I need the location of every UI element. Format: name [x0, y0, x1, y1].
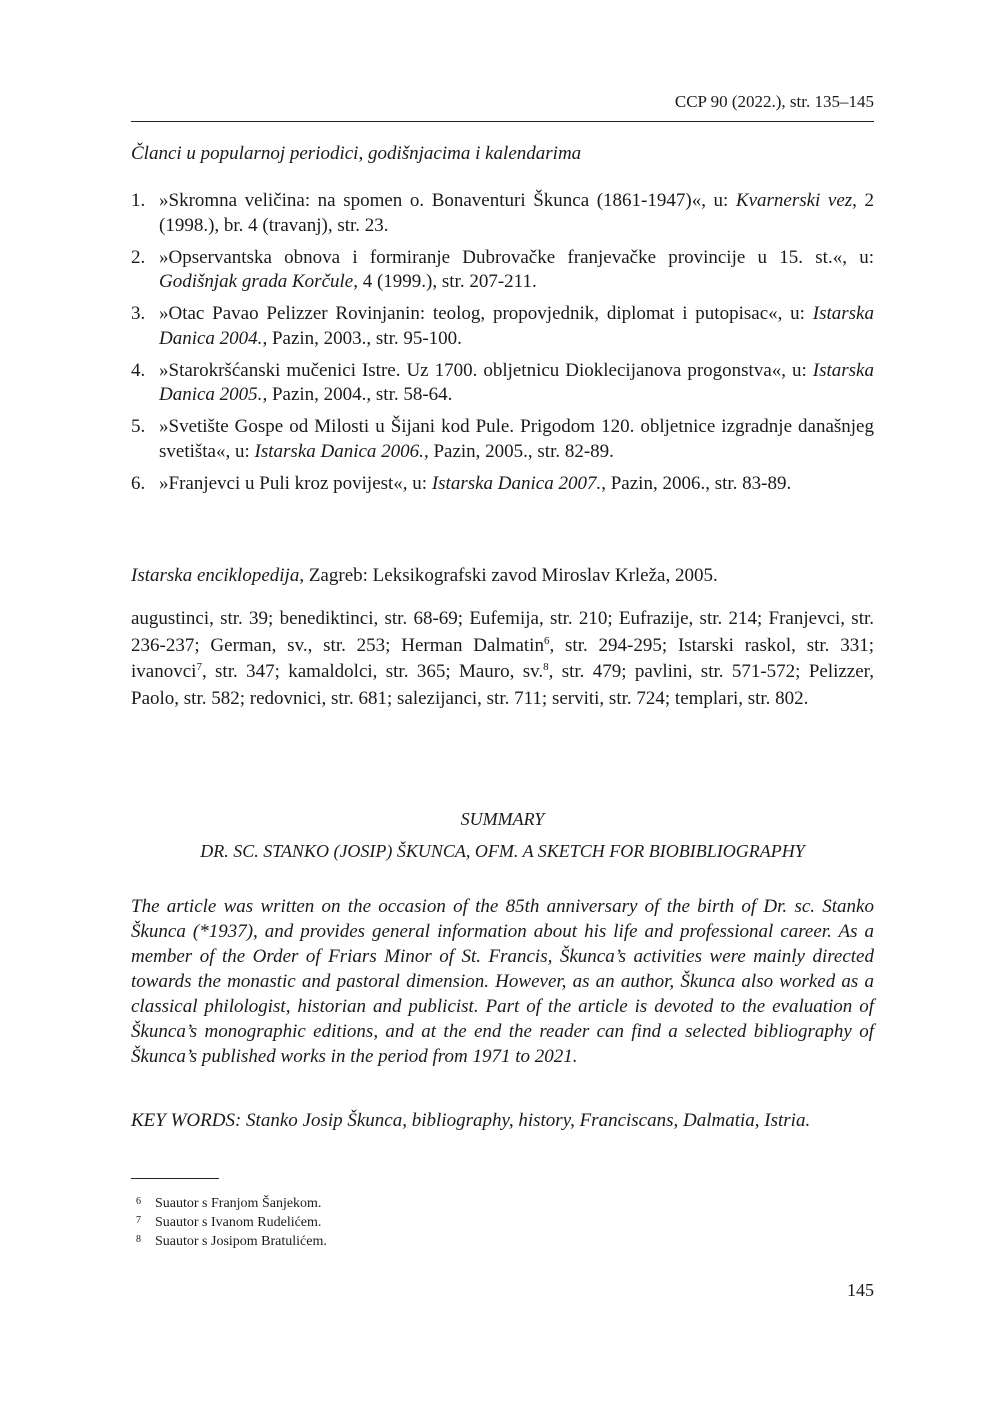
- item-number: 1.: [131, 190, 146, 211]
- entries-text-1: augustinci, str. 39; benediktinci, str. 68-69; Eufemija, str. 210; Eufrazije, str. 214; Franjevci, str. 236-237; German, sv., str. 253; Herman Dalmatin: [131, 608, 874, 656]
- footnote: [131, 1213, 327, 1232]
- item-number: 3.: [131, 303, 146, 324]
- entries-text-3: , str. 347; kamaldolci, str. 365; Mauro, sv.: [201, 661, 544, 682]
- header-rule: [131, 121, 874, 122]
- item-source: Istarska Danica 2004.: [159, 303, 874, 349]
- keywords: KEY WORDS: Stanko Josip Škunca, bibliography, history, Franciscans, Dalmatia, Istria.: [131, 1110, 811, 1131]
- item-details: , 4 (1999.), str. 207-211.: [353, 271, 537, 292]
- encyclopedia-title: [131, 565, 718, 587]
- footnote: [131, 1232, 327, 1251]
- running-head: CCP 90 (2022.), str. 135–145: [674, 92, 874, 111]
- item-number: 5.: [131, 416, 146, 437]
- document-page: [131, 0, 874, 1418]
- encyclopedia-name: Istarska enciklopedija: [131, 565, 300, 586]
- page-number: 145: [847, 1280, 874, 1300]
- footnote-number: 6: [136, 1196, 141, 1207]
- footnote-text: Suautor s Josipom Bratulićem.: [155, 1234, 327, 1249]
- footnotes: [131, 1194, 327, 1251]
- item-source: Kvarnerski vez: [735, 190, 853, 211]
- item-source: Istarska Danica 2006.: [254, 440, 424, 462]
- list-item: [131, 359, 874, 408]
- list-item: [131, 472, 874, 497]
- item-source: Godišnjak grada Korčule: [159, 271, 354, 292]
- section-title: Članci u popularnoj periodici, godišnjacima i kalendarima: [131, 143, 582, 164]
- list-item: [131, 189, 874, 238]
- footnote-text: Suautor s Franjom Šanjekom.: [155, 1196, 322, 1211]
- item-number: 4.: [131, 359, 146, 381]
- item-text: »Otac Pavao Pelizzer Rovinjanin: teolog, propovjednik, diplomat i putopisac«, u:: [159, 303, 813, 324]
- item-details: , Pazin, 2006., str. 83-89.: [601, 472, 792, 494]
- entries-text-2: , str. 294-295; Istarski raskol, str. 331; ivanovci: [131, 634, 874, 682]
- footnote-number: 8: [136, 1234, 141, 1245]
- item-details: , Pazin, 2003., str. 95-100.: [262, 327, 462, 349]
- item-details: , 2 (1998.), br. 4 (travanj), str. 23.: [159, 190, 874, 236]
- encyclopedia-publisher: , Zagreb: Leksikografski zavod Miroslav Krleža, 2005.: [299, 565, 718, 586]
- item-text: »Franjevci u Puli kroz povijest«, u:: [159, 472, 432, 494]
- footnote-number: 7: [136, 1215, 141, 1226]
- item-number: 2.: [131, 246, 146, 268]
- footnote-ref-7[interactable]: 7: [196, 661, 202, 673]
- footnote-ref-6[interactable]: 6: [543, 634, 550, 647]
- item-number: 6.: [131, 472, 146, 494]
- summary-title: DR. SC. STANKO (JOSIP) ŠKUNCA, OFM. A SKETCH FOR BIOBIBLIOGRAPHY: [200, 841, 805, 861]
- entries-text-4: , str. 479; pavlini, str. 571-572; Pelizzer, Paolo, str. 582; redovnici, str. 681; salezijanci, str. 711; serviti, str. 724; templari, str. 802.: [131, 661, 874, 709]
- item-text: »Svetište Gospe od Milosti u Šijani kod Pule. Prigodom 120. obljetnice izgradnje današnjeg svetišta«, u:: [159, 416, 874, 462]
- item-details: , Pazin, 2004., str. 58-64.: [262, 384, 453, 405]
- list-item: [131, 246, 874, 295]
- article-list: [131, 189, 874, 504]
- item-details: , Pazin, 2005., str. 82-89.: [423, 440, 614, 462]
- footnote-ref-8[interactable]: 8: [543, 661, 549, 673]
- summary-label: SUMMARY: [460, 809, 545, 829]
- list-item: [131, 415, 874, 464]
- encyclopedia-entries: [131, 606, 874, 712]
- item-source: Istarska Danica 2005.: [159, 359, 874, 405]
- list-item: [131, 302, 874, 351]
- summary-abstract: The article was written on the occasion of the 85th anniversary of the birth of Dr. sc. Stanko Škunca (*1937), and provides general information about his life and professional career. As a member of the Order of Friars Minor of St. Francis, Škunca’s activities were mainly directed towards the monastic and pastoral dimension. However, as an author, Škunca also worked as a classical philologist, historian and publicist. Part of the article is devoted to the evaluation of Škunca’s monographic editions, and at the end the reader can find a selected bibliography of Škunca’s published works in the period from 1971 to 2021.: [131, 896, 874, 1067]
- footnote-text: Suautor s Ivanom Rudelićem.: [155, 1215, 322, 1230]
- footnote-rule: [131, 1178, 219, 1179]
- item-text: »Skromna veličina: na spomen o. Bonaventuri Škunca (1861-1947)«, u:: [159, 190, 736, 211]
- item-source: Istarska Danica 2007.: [431, 472, 602, 494]
- item-text: »Opservantska obnova i formiranje Dubrovačke franjevačke provincije u 15. st.«, u:: [159, 246, 874, 268]
- footnote: [131, 1194, 327, 1213]
- item-text: »Starokršćanski mučenici Istre. Uz 1700. obljetnicu Dioklecijanova progonstva«, u:: [159, 359, 813, 381]
